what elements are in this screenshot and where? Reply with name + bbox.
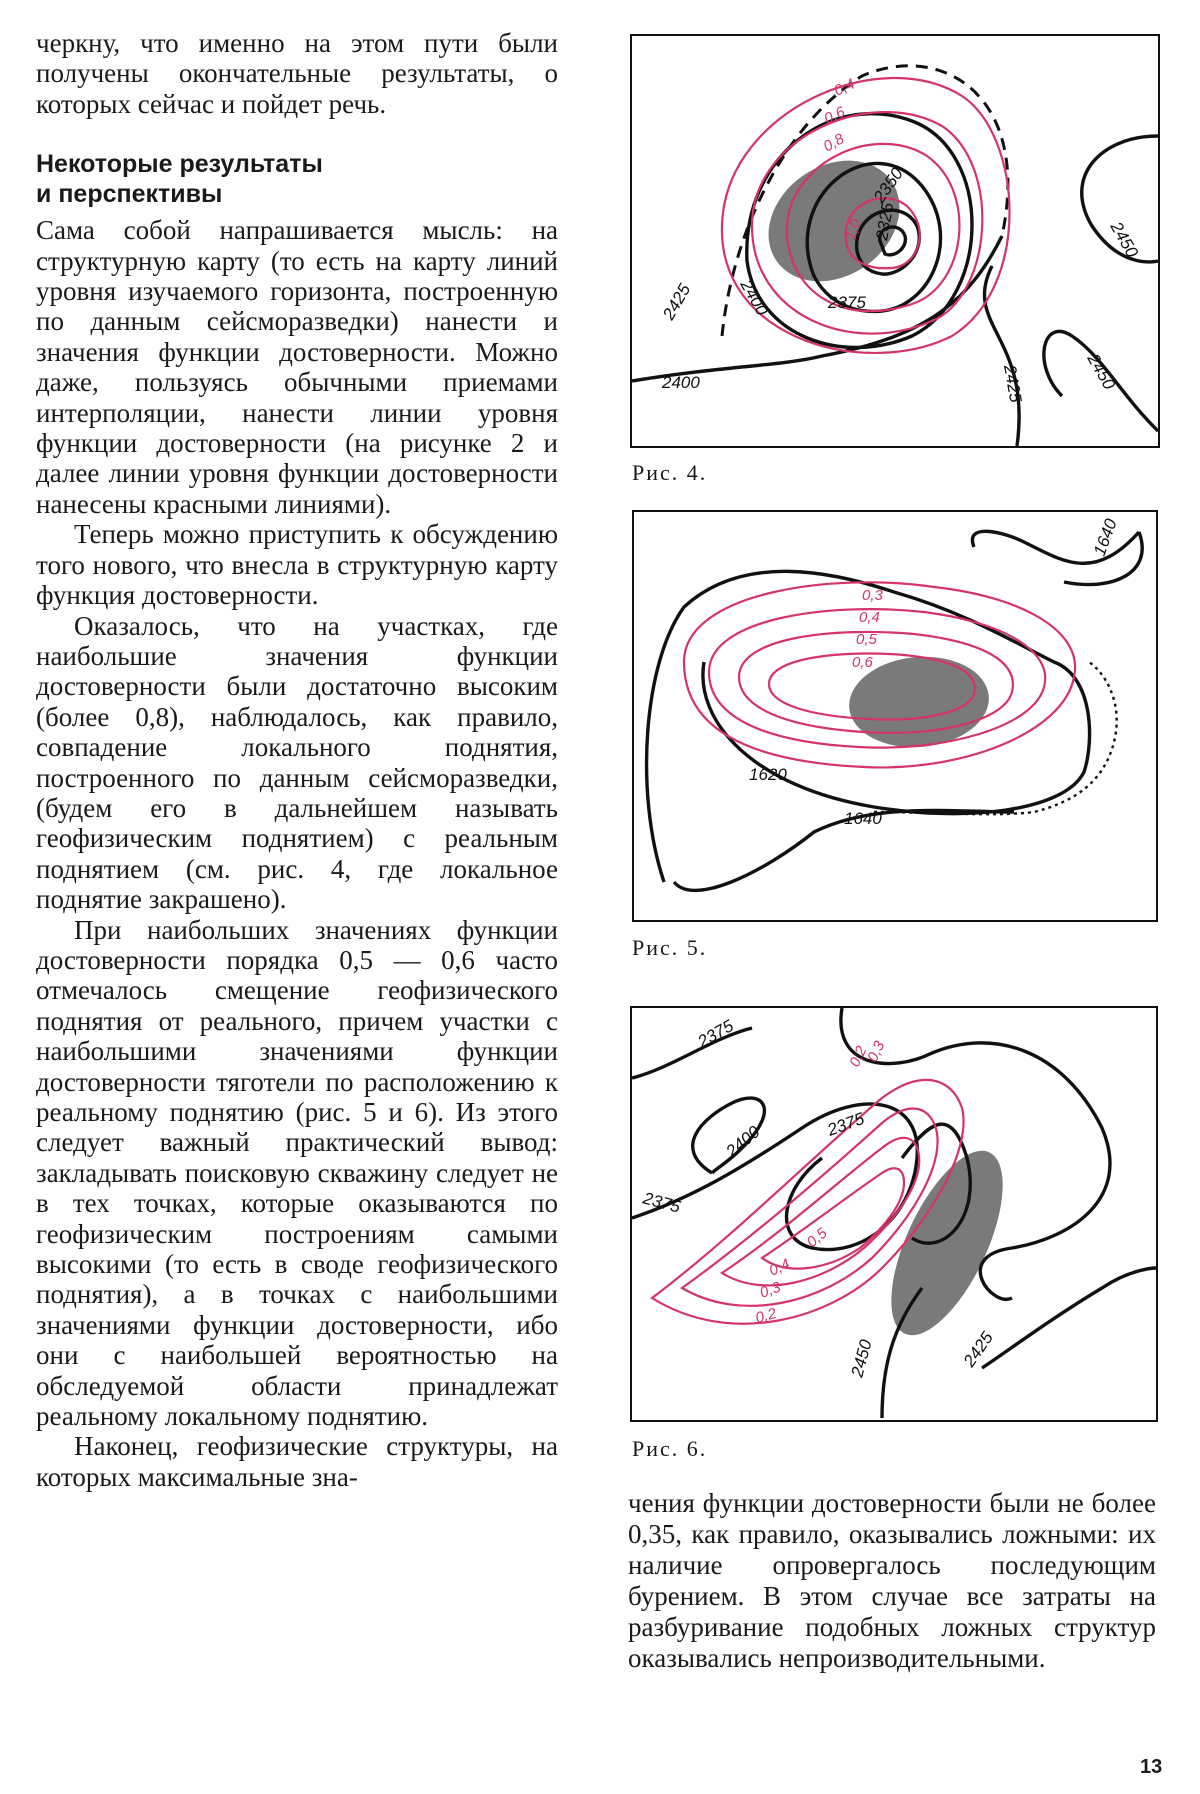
paragraph-continuation: черкну, что именно на этом пути были получены окончательные результаты, о которых сейчас и пойдет речь. [36,28,558,119]
fig5-label-1620: 1620 [749,765,787,784]
fig4-label-2350: 2350 [869,164,907,207]
section-heading-line-1: Некоторые результаты [36,150,323,179]
fig4-red-label-0-6: 0,6 [821,103,848,128]
figure-5 [632,510,1158,922]
figure-5-caption: Рис. 5. [632,935,708,960]
left-column [36,28,558,1492]
fig6-label-2425: 2425 [959,1328,997,1371]
fig4-red-label-0-4: 0,4 [831,75,858,100]
right-column [628,1488,1156,1674]
fig4-red-label-1-0: 1,0 [841,216,865,243]
page-number: 13 [1140,1756,1163,1778]
fig4-label-2425-left: 2425 [659,280,695,323]
fig6-label-2400: 2400 [722,1122,764,1162]
paragraph-4: При наибольших значениях функции достоверности порядка 0,5 — 0,6 часто отмечалось смещение геофизического поднятия от реального, причем участки с наибольшими значениями функции достоверности тяготели по расположению к реальному поднятию (рис. 5 и 6). Из этого следует важный практический вывод: закладывать поисковую скважину следует не в тех точках, которые оказываются по геофизическим построениям самыми высокими (то есть в своде геофизического поднятия), а в точках с наибольшими значениями функции достоверности, ибо они с наибольшей вероятностью на обследуемой области принадлежат реальному локальному поднятию. [36,914,558,1432]
figure-4 [630,34,1160,448]
fig4-label-2400-inner: 2400 [736,276,772,319]
fig4-label-2400-bottom: 2400 [662,373,700,392]
fig4-red-label-0-8: 0,8 [820,130,848,156]
fig6-label-2375-top: 2375 [694,1016,737,1052]
section-heading-line-2: и перспективы [36,180,223,209]
fig4-label-2450-top: 2450 [1106,218,1142,261]
paragraph-1: Сама собой напрашивается мысль: на структурную карту (то есть на карту линий уровня изучаемого горизонта, построенную по данным сейсморазведки) нанести и значения функции достоверности. Можно даже, пользуясь обычными приемами интерполяции, нанести линии уровня функции достоверности (на рисунке 2 и далее линии уровня функции достоверности нанесены красными линиями). [36,215,558,519]
paragraph-3: Оказалось, что на участках, где наибольшие значения функции достоверности были достаточно высоким (более 0,8), наблюдалось, как правило, совпадение локального поднятия, построенного по данным сейсморазведки, (будем его в дальнейшем называть геофизическим поднятием) с реальным поднятием (см. рис. 4, где локальное поднятие закрашено). [36,610,558,915]
fig5-red-label-0-4: 0,4 [859,609,880,626]
fig6-red-label-0-3-top: 0,3 [864,1038,889,1065]
fig5-red-label-0-5: 0,5 [856,631,877,648]
fig6-red-label-0-4: 0,4 [766,1255,793,1280]
fig5-red-label-0-3: 0,3 [862,587,883,604]
fig6-label-2450: 2450 [847,1337,876,1380]
fig5-red-label-0-6: 0,6 [852,654,873,671]
paragraph-5: Наконец, геофизические структуры, на которых максимальные зна- [36,1431,558,1492]
fig5-label-1640-bottom: 1640 [844,809,882,828]
paragraph-6: чения функции достоверности были не более 0,35, как правило, оказывались ложными: их наличие опровергалось последующим бурением. В этом случае все затраты на разбуривание подобных ложных структур оказывались непроизводительными. [628,1488,1156,1673]
fig6-label-2375-center: 2375 [824,1108,867,1140]
section-heading [36,149,558,209]
fig6-red-label-0-2-top: 0,2 [846,1043,871,1070]
fig6-red-label-0-5: 0,5 [803,1224,831,1252]
fig6-label-2375-left: 2375 [640,1188,683,1217]
fig4-label-2325: 2325 [872,201,898,242]
fig4-uplift [745,136,923,306]
fig4-label-2375: 2375 [828,293,866,312]
fig4-label-2425-right: 2425 [1000,363,1026,404]
fig4-label-2450-bottom: 2450 [1083,350,1119,393]
figure-6-caption: Рис. 6. [632,1436,708,1461]
fig6-red-label-0-3-bottom: 0,3 [757,1278,783,1302]
figure-4-caption: Рис. 4. [632,460,708,485]
paragraph-2: Теперь можно приступить к обсуждению того нового, что внесла в структурную карту функция достоверности. [36,519,558,611]
fig6-red-label-0-2-bottom: 0,2 [753,1305,779,1327]
figure-6 [630,1006,1158,1422]
fig5-label-1640-top: 1640 [1089,516,1121,559]
